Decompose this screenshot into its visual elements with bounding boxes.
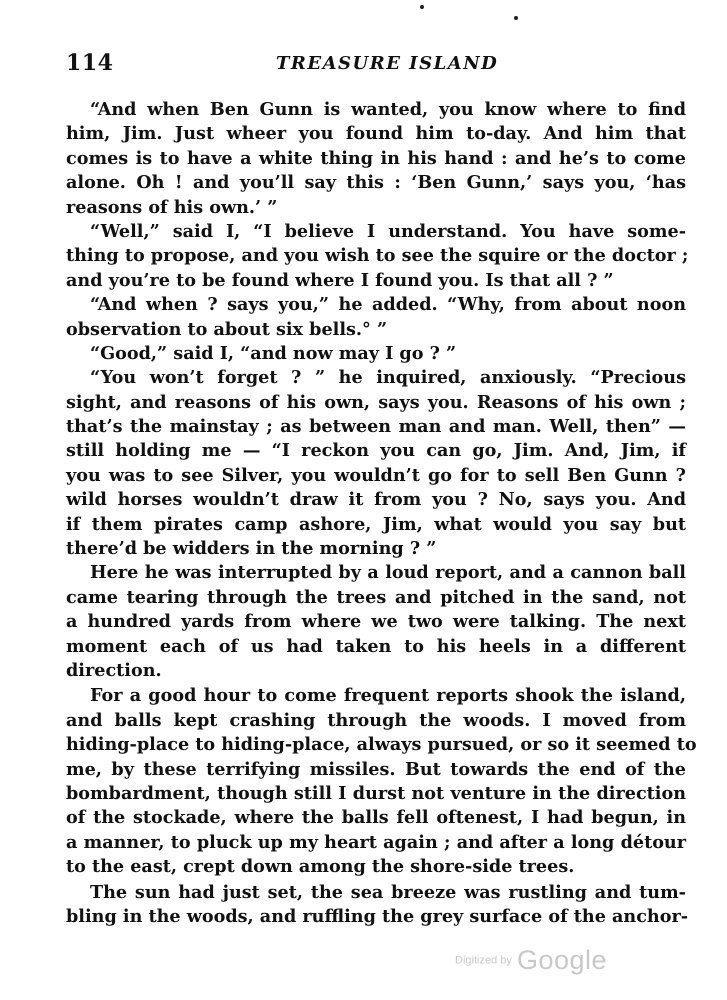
- watermark-prefix: Digitized by: [455, 954, 512, 967]
- text-line: comes is to have a white thing in his hand : and he’s to come: [66, 147, 686, 169]
- text-line: direction.: [66, 659, 162, 681]
- page-number: 114: [66, 50, 114, 76]
- text-line: to the east, crept down among the shore-side trees.: [66, 856, 575, 878]
- text-line: Here he was interrupted by a loud report, and a cannon ball: [90, 562, 686, 584]
- text-line: bling in the woods, and ruffling the grey surface of the anchor-: [66, 905, 689, 927]
- text-line: reasons of his own.’ ”: [66, 196, 278, 218]
- text-line: still holding me — “I reckon you can go, Jim. And, Jim, if: [66, 440, 686, 462]
- text-line: hiding-place to hiding-place, always pursued, or so it seemed to: [66, 734, 697, 756]
- text-line: him, Jim. Just wheer you found him to-day. And him that: [66, 123, 686, 145]
- text-line: that’s the mainstay ; as between man and man. Well, then” —: [66, 416, 686, 438]
- text-line: and you’re to be found where I found you. Is that all ? ”: [66, 269, 614, 291]
- text-line: observation to about six bells.° ”: [66, 318, 388, 340]
- text-line: “Well,” said I, “I believe I understand. You have some-: [90, 220, 686, 242]
- text-line: of the stockade, where the balls fell oftenest, I had begun, in: [66, 807, 686, 829]
- text-line: a manner, to pluck up my heart again ; and after a long détour: [66, 831, 686, 853]
- text-line: and balls kept crashing through the woods. I moved from: [66, 709, 686, 731]
- text-line: a hundred yards from where we two were talking. The next: [66, 611, 686, 633]
- text-line: The sun had just set, the sea breeze was rustling and tum-: [90, 881, 686, 903]
- page-header: [66, 50, 686, 80]
- print-speck: [514, 16, 518, 20]
- text-line: bombardment, though still I durst not venture in the direction: [66, 782, 686, 804]
- text-line: wild horses wouldn’t draw it from you ? No, says you. And: [66, 489, 686, 511]
- google-logo: Google: [516, 945, 608, 975]
- text-line: For a good hour to come frequent reports shook the island,: [90, 685, 686, 707]
- text-line: alone. Oh ! and you’ll say this : ‘Ben Gunn,’ says you, ‘has: [66, 172, 686, 194]
- text-line: thing to propose, and you wish to see the squire or the doctor ;: [66, 245, 689, 267]
- print-speck: [420, 5, 424, 9]
- text-line: “You won’t forget ? ” he inquired, anxiously. “Precious: [90, 367, 686, 389]
- text-line: “And when Ben Gunn is wanted, you know where to find: [90, 99, 686, 120]
- text-line: sight, and reasons of his own, says you. Reasons of his own ;: [66, 391, 686, 413]
- text-line: there’d be widders in the morning ? ”: [66, 538, 437, 560]
- text-line: if them pirates camp ashore, Jim, what would you say but: [66, 513, 686, 535]
- text-line: “Good,” said I, “and now may I go ? ”: [90, 342, 457, 364]
- text-line: came tearing through the trees and pitched in the sand, not: [66, 586, 686, 608]
- text-line: me, by these terrifying missiles. But towards the end of the: [66, 758, 686, 780]
- text-line: you was to see Silver, you wouldn’t go for to sell Ben Gunn ?: [66, 464, 686, 486]
- text-line: moment each of us had taken to his heels in a different: [66, 635, 686, 657]
- text-line: “And when ? says you,” he added. “Why, from about noon: [90, 294, 686, 316]
- running-title: TREASURE ISLAND: [276, 53, 499, 74]
- digitized-by-google-watermark: [455, 945, 607, 977]
- body-text: [66, 98, 697, 929]
